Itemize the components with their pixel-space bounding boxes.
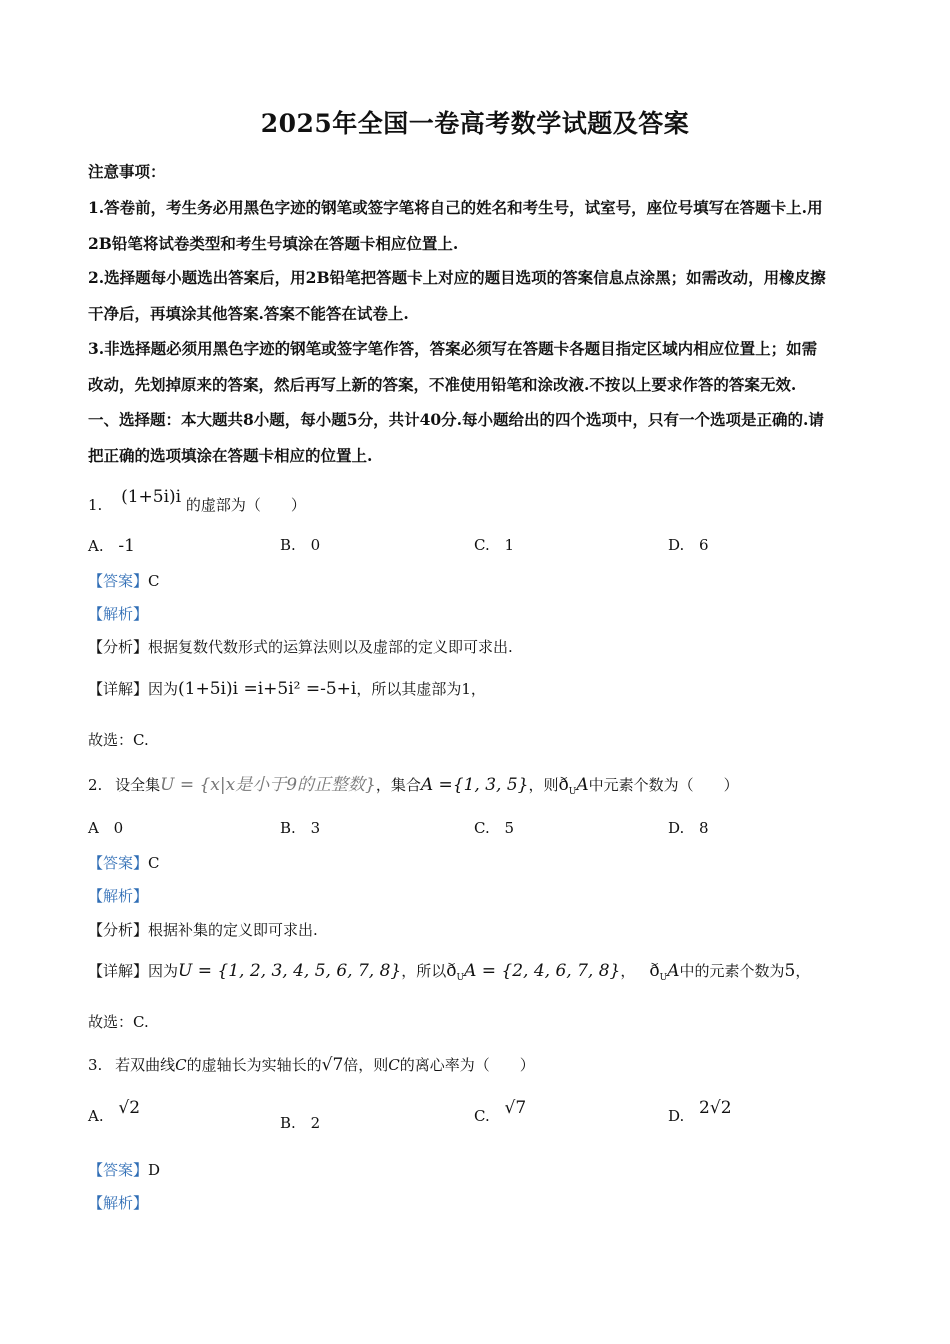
q1-answer: 【答案】C [88, 572, 160, 590]
question-1-expression: (1+5i)i [121, 487, 182, 507]
q1-option-c: C. 1 [474, 536, 515, 554]
q3-analysis-tag: 【解析】 [88, 1194, 149, 1212]
notice-line-1a: 1.答卷前，考生务必用黑色字迹的钢笔或签字笔将自己的姓名和考生号，试室号，座位号填写在答题卡上.用 [88, 198, 823, 217]
question-number: 1. [88, 496, 103, 514]
question-3: 3. 若双曲线C的虚轴长为实轴长的√7倍，则C的离心率为（ ） [88, 1055, 535, 1075]
question-1-text: 的虚部为（ ） [185, 496, 306, 514]
question-2: 2. 设全集U = {x|x是小于9的正整数}，集合A ={1, 3, 5}，则$ð_UA$中元素个数为（ ） [88, 775, 739, 797]
q3-answer: 【答案】D [88, 1161, 161, 1179]
question-1 [88, 487, 306, 515]
q3-option-b: B. 2 [280, 1114, 321, 1132]
q1-xiangjie: 【详解】因为(1+5i)i =i+5i² =-5+i，所以其虚部为1， [88, 679, 486, 699]
set-a: A ={1, 3, 5} [420, 775, 529, 795]
q2-fenxi: 【分析】根据补集的定义即可求出. [88, 921, 318, 939]
q3-option-a: A. √2 [88, 1098, 141, 1125]
section-heading-a: 一、选择题：本大题共8小题，每小题5分，共计40分.每小题给出的四个选项中，只有一个选项是正确的.请 [88, 410, 824, 429]
q1-conclusion: 故选：C. [88, 731, 149, 749]
q2-option-b: B. 3 [280, 819, 321, 837]
q1-option-a: A. -1 [88, 536, 135, 556]
q2-conclusion: 故选：C. [88, 1013, 149, 1031]
notice-line-3b: 改动，先划掉原来的答案，然后再写上新的答案，不准使用铅笔和涂改液.不按以上要求作答的答案无效. [88, 375, 797, 394]
q2-option-d: D. 8 [668, 819, 709, 837]
section-heading-b: 把正确的选项填涂在答题卡相应的位置上. [88, 446, 373, 465]
q1-option-d: D. 6 [668, 536, 709, 554]
q2-xiangjie: 【详解】因为U = {1, 2, 3, 4, 5, 6, 7, 8}，所以$ð_UA = \{2$, 4, 6, 7, 8}， $ð_UA$中的元素个数为5， [88, 961, 811, 983]
set-u: U = {x|x是小于9的正整数} [160, 775, 376, 795]
q3-option-d: D. 2√2 [668, 1098, 732, 1125]
q1-option-b: B. 0 [280, 536, 321, 554]
notice-line-1b: 2B铅笔将试卷类型和考生号填涂在答题卡相应位置上. [88, 234, 459, 253]
q2-answer: 【答案】C [88, 854, 160, 872]
notice-line-2b: 干净后，再填涂其他答案.答案不能答在试卷上. [88, 304, 409, 323]
q2-analysis-tag: 【解析】 [88, 887, 149, 905]
q2-option-c: C. 5 [474, 819, 515, 837]
notice-heading: 注意事项： [88, 162, 166, 181]
q1-analysis-tag: 【解析】 [88, 605, 149, 623]
notice-line-3a: 3.非选择题必须用黑色字迹的钢笔或签字笔作答，答案必须写在答题卡各题目指定区域内相应位置上；如需 [88, 339, 818, 358]
notice-line-2a: 2.选择题每小题选出答案后，用2B铅笔把答题卡上对应的题目选项的答案信息点涂黑；如需改动，用橡皮擦 [88, 268, 826, 287]
q3-option-c: C. √7 [474, 1098, 527, 1125]
page-title: 2025年全国一卷高考数学试题及答案 [260, 109, 690, 138]
q1-fenxi: 【分析】根据复数代数形式的运算法则以及虚部的定义即可求出. [88, 638, 513, 656]
q2-option-a: A 0 [88, 819, 124, 837]
